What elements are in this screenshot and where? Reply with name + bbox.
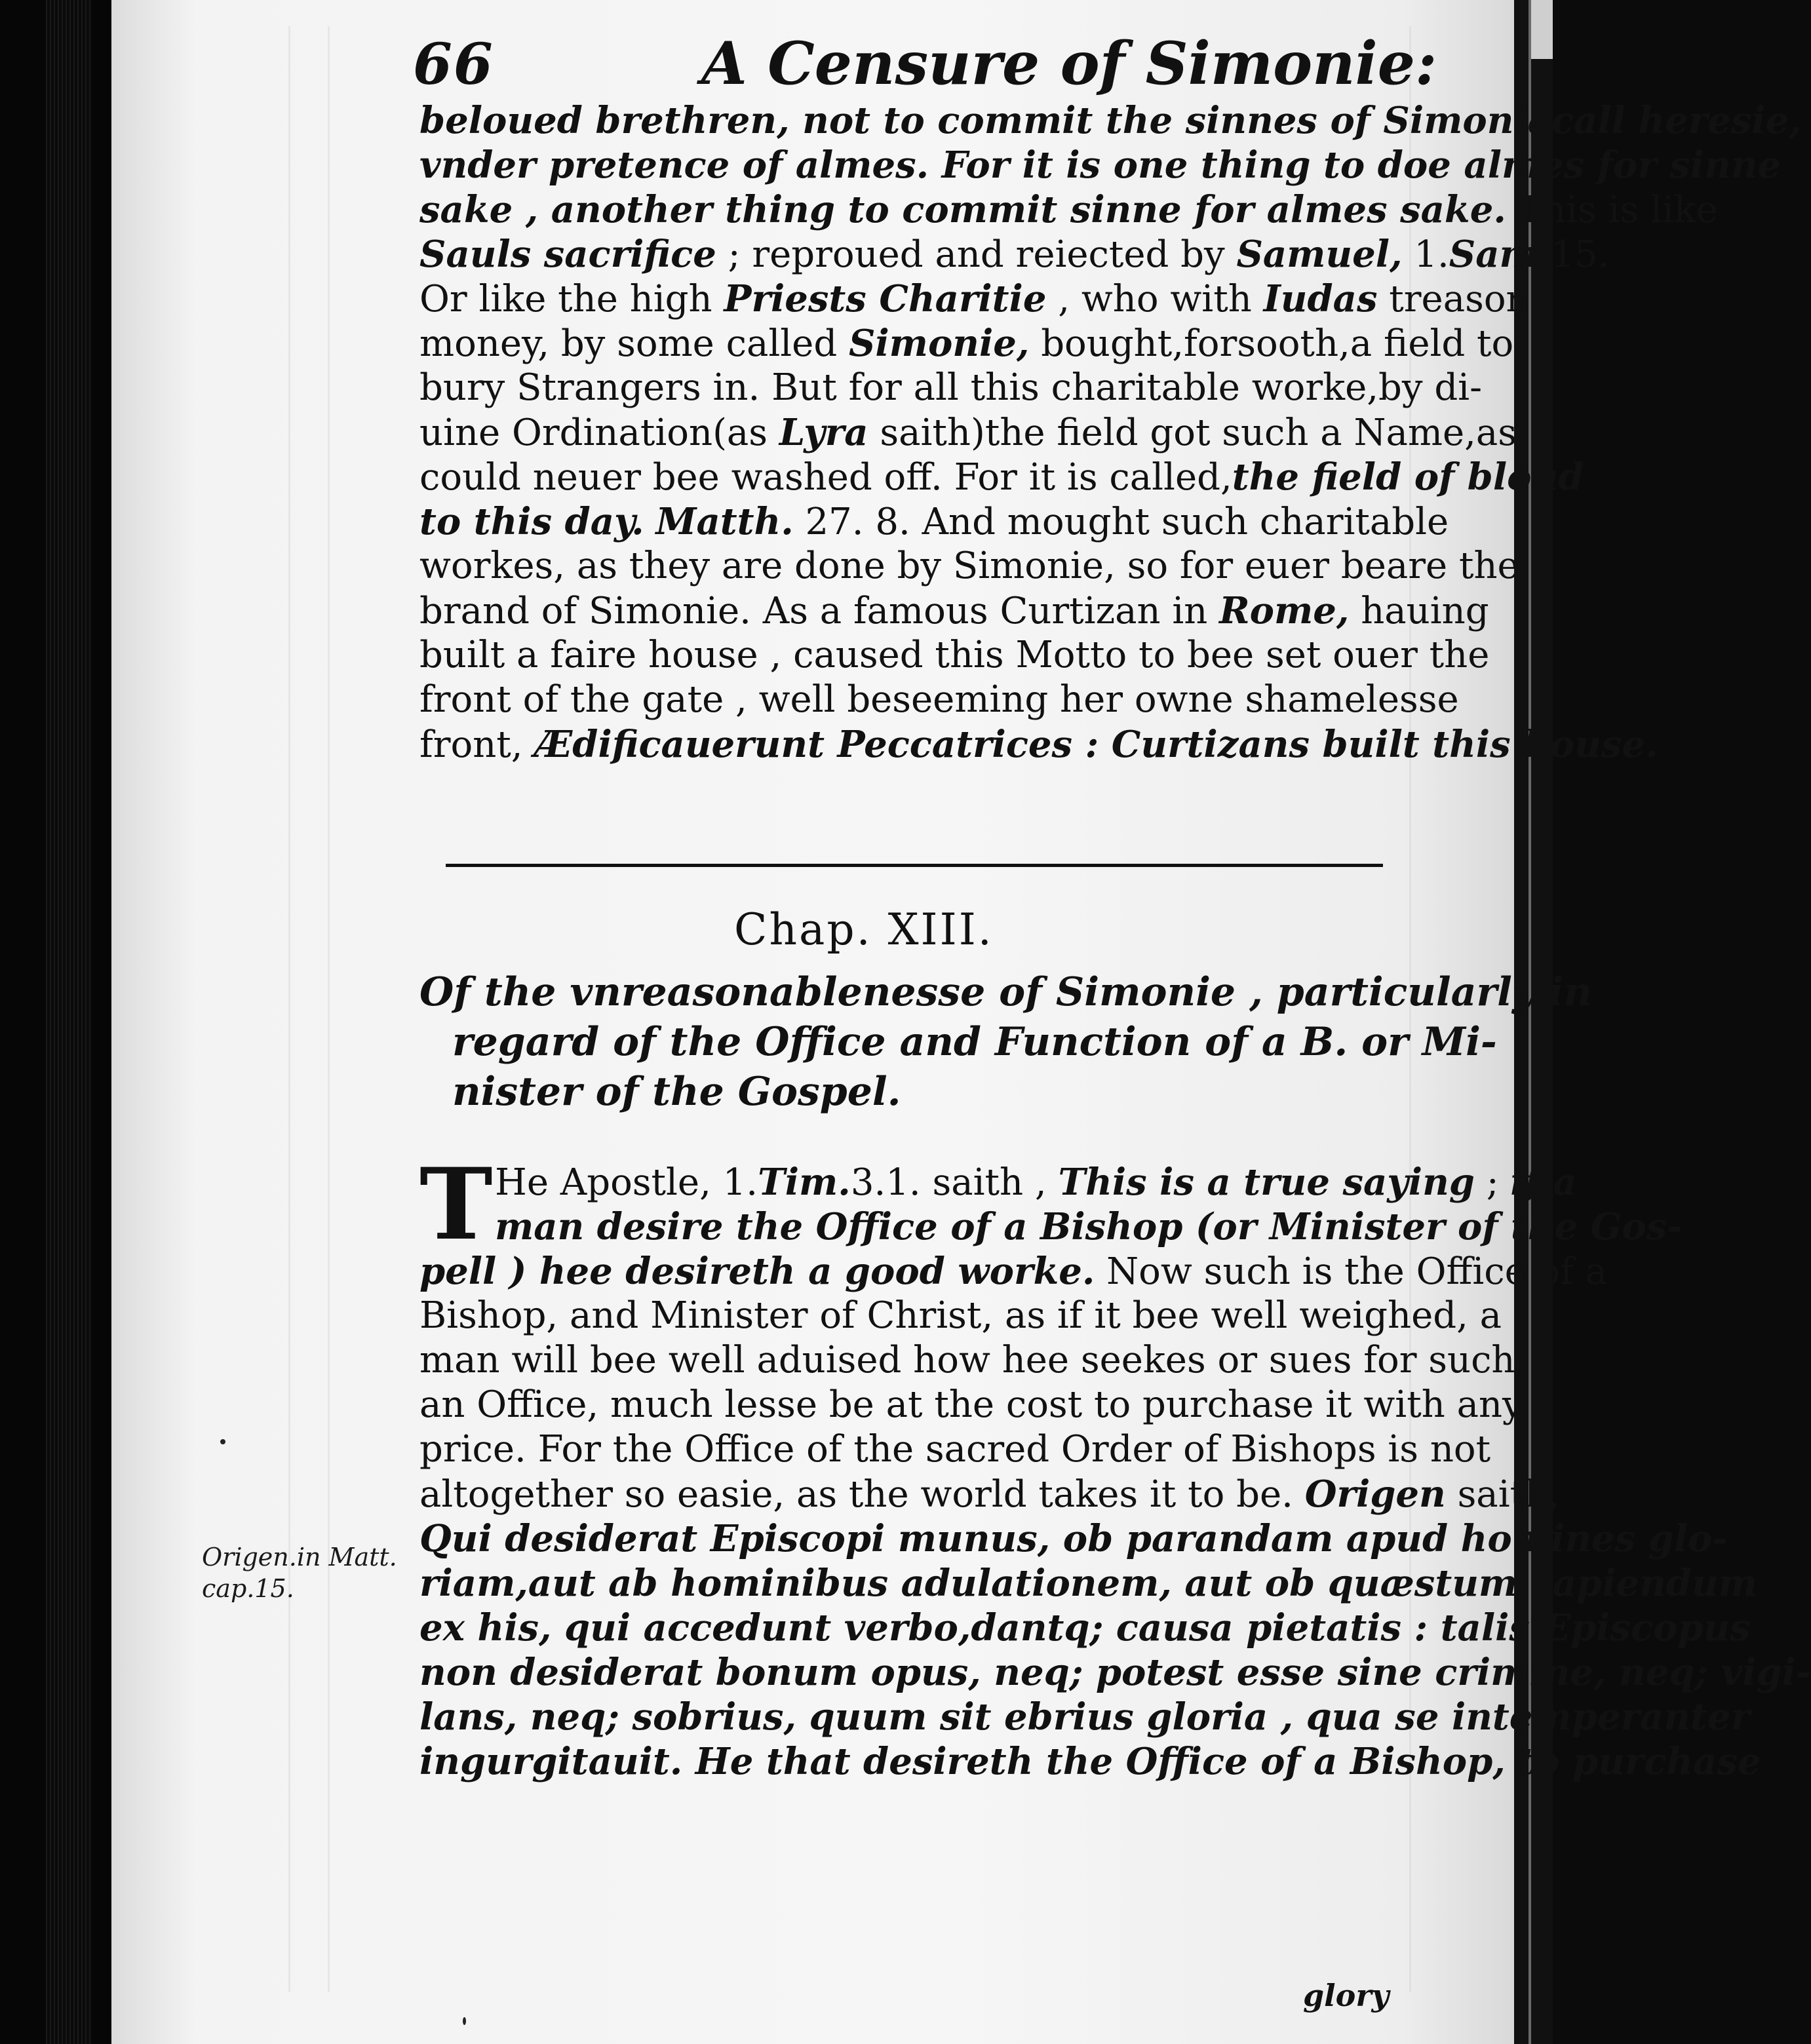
roman-text: 3.1. saith , (850, 1161, 1059, 1204)
italic-text: Matth. (655, 500, 794, 543)
italic-text: Ædificauerunt Peccatrices : Curtizans built this house. (534, 723, 1658, 766)
text-line (419, 98, 1802, 143)
roman-text: ; (1474, 1161, 1511, 1204)
roman-text: Now such is the Office of a (1095, 1250, 1608, 1293)
book-spine (0, 0, 111, 2044)
roman-text: hauing (1349, 590, 1489, 632)
roman-text: built a faire house , caused this Motto to bee set ouer the (419, 634, 1490, 676)
roman-text: Or like the high (419, 278, 724, 320)
italic-text: riam,aut ab hominibus adulationem, aut ob quæstum capiendum (419, 1562, 1757, 1605)
text-line (419, 321, 1514, 366)
italic-text: This is a true saying (1058, 1161, 1475, 1204)
roman-text: saith, (1445, 1473, 1560, 1516)
roman-text: 27. 8. And mought such charitable (793, 501, 1449, 543)
text-line (419, 1606, 1751, 1650)
roman-text: This is like (1506, 189, 1718, 231)
italic-text: Simonie, (848, 322, 1030, 365)
italic-text: ingurgitauit. He that desireth the Office of a Bishop, to purchase (419, 1740, 1761, 1783)
text-line (419, 277, 1542, 321)
text-line (419, 588, 1489, 633)
text-line (419, 544, 1519, 588)
roman-text: front of the gate , well beseeming her owne shamelesse (419, 678, 1459, 721)
roman-text: altogether so easie, as the world takes it to be. (419, 1473, 1305, 1516)
text-line (419, 1160, 1577, 1205)
italic-text: Sam. (1449, 233, 1551, 276)
italic-text: Samuel, (1236, 233, 1403, 276)
roman-text: front, (419, 723, 535, 766)
italic-text: Origen (1304, 1473, 1446, 1516)
roman-text: bury Strangers in. But for all this charitable worke,by di- (419, 366, 1482, 409)
show-through-line (288, 26, 290, 1992)
show-through-line (328, 26, 330, 1992)
italic-text: man desire the Office of a Bishop (or Minister of the Gos- (495, 1205, 1683, 1248)
chapter-heading: Chap. XIII. (734, 904, 994, 955)
italic-text: the field of bloud (1232, 455, 1584, 499)
page-number: 66 (413, 31, 494, 98)
text-line (419, 1650, 1811, 1695)
roman-text: treason- (1377, 278, 1542, 320)
roman-text: 1. (1402, 233, 1449, 276)
roman-text: uine Ordination(as (419, 412, 779, 454)
margin-note-line: Origen.in Matt. (202, 1543, 397, 1572)
roman-text: bought,forsooth,a field to (1029, 322, 1514, 365)
italic-text: lans, neq; sobrius, quum sit ebrius gloria , qua se intemperanter (419, 1695, 1750, 1739)
chapter-summary (419, 969, 1592, 1118)
text-line (419, 1472, 1560, 1516)
ink-speck (463, 2017, 466, 2025)
drop-cap: T (419, 1147, 493, 1262)
italic-text: pell ) hee desireth a good worke. (419, 1250, 1095, 1293)
italic-text: Tim. (758, 1161, 851, 1204)
text-line (419, 366, 1482, 410)
italic-text: beloued brethren, not to commit the sinnes of Simoniacall heresie, (419, 99, 1802, 142)
text-line (419, 1383, 1523, 1427)
text-line (419, 633, 1490, 678)
roman-text: 15. (1551, 233, 1610, 276)
roman-text: man will bee well aduised how hee seekes or sues for such (419, 1339, 1515, 1381)
italic-text: sake , another thing to commit sinne for almes sake. (419, 188, 1506, 231)
ink-speck (220, 1439, 225, 1444)
italic-text: non desiderat bonum opus, neq; potest esse sine crimine, neq; vigi- (419, 1651, 1811, 1694)
text-line (419, 499, 1449, 544)
text-line (419, 143, 1782, 187)
page-corner (1531, 0, 1553, 59)
text-line (419, 410, 1517, 455)
text-line (419, 232, 1610, 277)
text-line (419, 1294, 1502, 1338)
roman-text: , who with (1046, 278, 1264, 320)
roman-text: price. For the Office of the sacred Order of Bishops is not (419, 1428, 1491, 1471)
margin-note-line: cap.15. (202, 1574, 294, 1603)
chapter-divider-rule (446, 864, 1383, 867)
margin-note (202, 1541, 397, 1604)
italic-text: ex his, qui accedunt verbo,dantq; causa pietatis : talis Episcopus (419, 1606, 1751, 1649)
text-line (419, 187, 1718, 232)
text-line (419, 1427, 1491, 1472)
roman-text: an Office, much lesse be at the cost to purchase it with any (419, 1383, 1523, 1426)
italic-text: Lyra (779, 411, 868, 454)
text-line (419, 455, 1584, 499)
roman-text: could neuer bee washed off. For it is called, (419, 456, 1232, 499)
roman-text: saith)the field got such a Name,as (868, 412, 1517, 454)
chapter-body (419, 1147, 1811, 1784)
running-head: A Censure of Simonie: (701, 29, 1437, 98)
italic-text: to this day. (419, 500, 644, 543)
italic-text: Priests Charitie (724, 277, 1047, 320)
text-line (419, 1561, 1757, 1606)
text-line (419, 1338, 1515, 1383)
text-line (419, 678, 1459, 722)
text-line (419, 722, 1658, 767)
text-line (419, 1249, 1608, 1294)
italic-text: Sauls sacrifice (419, 233, 716, 276)
italic-text: Qui desiderat Episcopi munus, ob parandam apud homines glo- (419, 1517, 1728, 1560)
text-line (419, 1205, 1683, 1249)
roman-text: Bishop, and Minister of Christ, as if it bee well weighed, a (419, 1294, 1502, 1337)
roman-text (644, 501, 656, 543)
summary-line: nister of the Gospel. (452, 1069, 901, 1115)
text-line (419, 1695, 1750, 1739)
roman-text: He Apostle, 1. (495, 1161, 758, 1204)
italic-text: if a (1510, 1161, 1577, 1204)
italic-text: Iudas (1263, 277, 1378, 320)
roman-text: workes, as they are done by Simonie, so for euer beare the (419, 545, 1519, 587)
roman-text: brand of Simonie. As a famous Curtizan in (419, 590, 1220, 632)
top-paragraph (419, 98, 1802, 767)
summary-line: regard of the Office and Function of a B. or Mi- (452, 1019, 1497, 1065)
text-line (419, 1739, 1761, 1784)
catchword: glory (1303, 1978, 1390, 2013)
roman-text: ; reproued and reiected by (716, 233, 1237, 276)
summary-line: Of the vnreasonablenesse of Simonie , particularly in (419, 969, 1593, 1015)
italic-text: vnder pretence of almes. For it is one thing to doe almes for sinne (419, 144, 1782, 187)
text-line (419, 1516, 1728, 1561)
italic-text: Rome, (1219, 589, 1350, 632)
roman-text: money, by some called (419, 322, 849, 365)
